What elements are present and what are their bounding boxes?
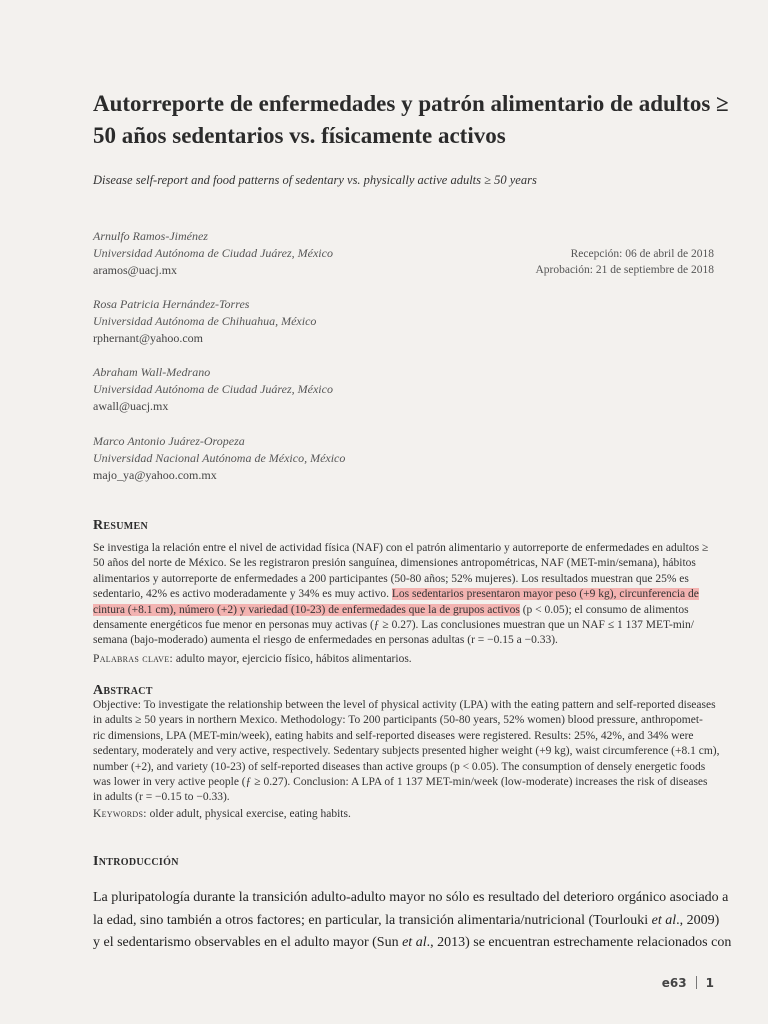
resumen-line: densamente energéticos fue menor en personas muy activas (ƒ ≥ 0.27). Las conclusiones muestran que un NAF ≤ 1 137 MET-min/ xyxy=(93,619,694,632)
resumen-heading: Resumen xyxy=(93,518,148,533)
author-email: majo_ya@yahoo.com.mx xyxy=(93,468,217,482)
author-affiliation: Universidad Autónoma de Ciudad Juárez, México xyxy=(93,246,333,260)
approval-date: Aprobación: 21 de septiembre de 2018 xyxy=(535,264,714,276)
author-affiliation: Universidad Autónoma de Ciudad Juárez, México xyxy=(93,382,333,396)
resumen-line: 50 años del norte de México. Se les registraron presión sanguínea, dimensiones antropométricas, NAF (MET-min/semana), hábitos xyxy=(93,557,696,570)
author-affiliation: Universidad Autónoma de Chihuahua, México xyxy=(93,314,317,328)
author-entry xyxy=(93,228,333,279)
resumen-text: sedentario, 42% es activo moderadamente y 34% es muy activo. xyxy=(93,588,392,601)
abstract-paragraph xyxy=(93,698,720,822)
introduccion-heading: Introducción xyxy=(93,854,179,869)
abstract-line: was lower in very active people (ƒ ≥ 0.27). Conclusion: A LPA of 1 137 MET-min/week (low-moderate) increases the risk of diseases xyxy=(93,776,708,789)
author-entry xyxy=(93,433,345,484)
highlighted-text: Los sedentarios presentaron mayor peso (+9 kg), circunferencia de xyxy=(391,588,699,601)
author-email: awall@uacj.mx xyxy=(93,399,169,413)
author-email: aramos@uacj.mx xyxy=(93,263,178,277)
author-name: Rosa Patricia Hernández-Torres xyxy=(93,297,250,311)
intro-line xyxy=(93,910,720,933)
resumen-line: semana (bajo-moderado) aumenta el riesgo de enfermedades en personas adultas (r = −0.15 a −0.33). xyxy=(93,634,558,647)
keywords-label: Palabras clave: xyxy=(93,652,173,665)
abstract-line: sedentary, moderately and very active, respectively. Sedentary subjects presented higher weight (+9 kg), waist circumference (+8.1 cm), xyxy=(93,745,720,758)
intro-text: ., 2009) xyxy=(676,912,720,928)
title-line: Autorreporte de enfermedades y patrón alimentario de adultos ≥ xyxy=(93,91,729,116)
author-name: Marco Antonio Juárez-Oropeza xyxy=(93,434,245,448)
highlighted-text: cintura (+8.1 cm), número (+2) y variedad (10-23) de enfermedades que la de grupos activos xyxy=(93,603,520,616)
resumen-line xyxy=(93,587,715,602)
author-name: Abraham Wall-Medrano xyxy=(93,365,211,379)
keywords-text: older adult, physical exercise, eating habits. xyxy=(146,807,351,820)
page-footer xyxy=(662,976,714,990)
resumen-line: alimentarios y autorreporte de enfermedades a 200 participantes (50-80 años; 52% mujeres). Los resultados muestran que 25% es xyxy=(93,572,689,585)
abstract-line: number (+2), and variety (10-23) of self-reported diseases than active groups (p < 0.05). The consumption of densely energetic foods xyxy=(93,760,706,773)
author-affiliation: Universidad Nacional Autónoma de México, México xyxy=(93,451,346,465)
et-al: et al xyxy=(402,935,427,950)
author-email: rphernant@yahoo.com xyxy=(93,331,204,345)
abstract-heading: Abstract xyxy=(93,683,153,698)
page-number: 1 xyxy=(705,976,714,990)
title-line: 50 años sedentarios vs. físicamente activos xyxy=(93,123,506,148)
resumen-text: (p < 0.05); el consumo de alimentos xyxy=(519,603,689,616)
resumen-line xyxy=(93,603,715,618)
introduccion-paragraph xyxy=(93,887,732,955)
article-title xyxy=(93,88,733,152)
resumen-line: Se investiga la relación entre el nivel de actividad física (NAF) con el patrón alimentario y autorreporte de enfermedades en adultos ≥ xyxy=(93,542,709,554)
intro-text: y el sedentarismo observables en el adulto mayor (Sun xyxy=(93,935,403,950)
intro-text: ., 2013) se encuentran estrechamente relacionados con xyxy=(426,935,732,950)
abstract-line: in adults ≥ 50 years in northern Mexico. Methodology: To 200 participants (50-80 years, 52% women) blood pressure, anthropomet- xyxy=(93,714,703,727)
article-code: e63 xyxy=(661,976,687,990)
author-entry xyxy=(93,296,316,347)
intro-line xyxy=(93,932,732,955)
footer-divider xyxy=(696,976,697,989)
keywords-text: adulto mayor, ejercicio físico, hábitos alimentarios. xyxy=(172,652,412,665)
resumen-paragraph xyxy=(93,541,715,667)
resumen-keywords xyxy=(93,652,715,667)
intro-line: La pluripatología durante la transición adulto-adulto mayor no sólo es resultado del deterioro orgánico asociado a xyxy=(93,890,729,905)
english-subtitle: Disease self-report and food patterns of sedentary vs. physically active adults ≥ 50 years xyxy=(93,173,537,187)
abstract-line: Objective: To investigate the relationship between the level of physical activity (LPA) with the eating pattern and self-reported diseases xyxy=(93,699,716,711)
abstract-line: in adults (r = −0.15 to −0.33). xyxy=(93,791,230,804)
submission-dates xyxy=(535,246,714,278)
keywords-label: Keywords: xyxy=(93,807,147,820)
intro-text: la edad, sino también a otros factores; en particular, la transición alimentaria/nutricional (Tourlouki xyxy=(93,912,652,928)
abstract-keywords xyxy=(93,807,715,822)
reception-date: Recepción: 06 de abril de 2018 xyxy=(570,248,714,260)
author-name: Arnulfo Ramos-Jiménez xyxy=(93,229,208,243)
abstract-line: ric dimensions, LPA (MET-min/week), eating habits and self-reported diseases were registered. Results: 25%, 42%, and 34% were xyxy=(93,729,694,742)
author-entry xyxy=(93,364,333,415)
et-al: et al xyxy=(651,912,677,928)
